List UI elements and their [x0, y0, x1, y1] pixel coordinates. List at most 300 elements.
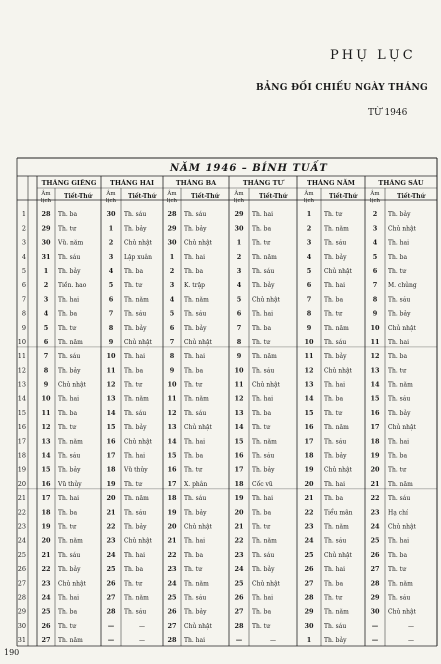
am-cell: 9	[306, 323, 312, 332]
am-cell: 22	[234, 536, 244, 545]
tiet-cell: Th. sáu	[252, 267, 275, 275]
tiet-cell: Th. sáu	[124, 409, 147, 417]
am-cell: 26	[234, 593, 244, 602]
tiet-cell: Chủ nhật	[124, 438, 152, 446]
am-cell: 9	[43, 380, 49, 389]
tiet-cell: Th. ba	[388, 551, 408, 559]
tiet-cell: Th. sáu	[324, 338, 347, 346]
am-cell: 24	[234, 565, 244, 574]
tiet-cell: Th. hai	[388, 537, 410, 545]
day-number: 23	[17, 522, 26, 531]
am-cell: 2	[43, 281, 49, 290]
am-cell: 11	[304, 352, 314, 361]
am-cell: 23	[234, 550, 244, 559]
tiet-cell: Th. năm	[58, 438, 83, 446]
am-cell: 13	[41, 437, 51, 446]
am-header: lịch	[233, 198, 245, 204]
am-cell: 29	[234, 210, 244, 219]
am-cell: 25	[167, 593, 177, 602]
am-cell: 10	[41, 394, 51, 403]
tiet-cell: Th. sáu	[124, 310, 147, 318]
tiet-cell: Th. bảy	[184, 608, 207, 616]
day-number: 10	[17, 337, 26, 346]
tiet-cell: Th. tư	[184, 381, 202, 389]
tiet-cell: Th. sáu	[58, 253, 81, 261]
am-cell: 27	[370, 565, 380, 574]
tiet-cell: Chủ nhật	[388, 225, 416, 233]
tiet-cell: Th. hai	[184, 637, 206, 645]
day-number: 1	[21, 210, 26, 219]
am-cell: 5	[169, 309, 175, 318]
tiet-cell: Chủ nhật	[388, 424, 416, 432]
tiet-cell: Th. năm	[324, 225, 349, 233]
am-cell: 2	[306, 224, 312, 233]
tiet-cell: Th. bảy	[124, 324, 147, 332]
tiet-cell: Th. ba	[124, 267, 144, 275]
am-cell: 13	[167, 423, 177, 432]
tiet-cell: —	[408, 622, 414, 630]
month-header: THÁNG GIÊNG	[41, 179, 97, 187]
am-cell: 30	[167, 238, 177, 247]
tiet-cell: Th. ba	[58, 409, 78, 417]
am-cell: 17	[41, 494, 51, 503]
tiet-cell: Th. ba	[124, 367, 144, 375]
am-cell: 27	[106, 593, 116, 602]
am-cell: 21	[167, 536, 177, 545]
tiet-cell: Th. sáu	[124, 211, 147, 219]
am-cell: 12	[106, 380, 116, 389]
am-cell: 5	[43, 323, 49, 332]
am-cell: —	[371, 636, 379, 645]
am-cell: 16	[41, 479, 51, 488]
tiet-cell: Th. năm	[124, 296, 149, 304]
day-number: 21	[17, 494, 26, 503]
am-cell: 30	[41, 238, 51, 247]
tiet-cell: M. chủng	[388, 282, 417, 290]
tiet-cell: Th. hai	[58, 495, 80, 503]
year-title: NĂM 1946 – BÍNH TUẤT	[170, 163, 328, 174]
am-cell: 2	[108, 238, 114, 247]
day-number: 17	[17, 437, 26, 446]
tiet-cell: Th. hai	[388, 338, 410, 346]
tiet-cell: Th. năm	[324, 424, 349, 432]
tiet-cell: Chủ nhật	[324, 267, 352, 275]
day-number: 19	[17, 465, 26, 474]
tiet-cell: Th. ba	[184, 452, 204, 460]
am-cell: 21	[370, 479, 380, 488]
tiet-cell: Th. bảy	[58, 367, 81, 375]
am-cell: 4	[306, 252, 312, 261]
tiet-cell: Th. tư	[388, 566, 406, 574]
day-number: 12	[17, 366, 26, 375]
day-number: 11	[17, 352, 26, 361]
am-cell: 30	[304, 621, 314, 630]
day-number: 30	[17, 621, 26, 630]
tiet-cell: Lập xuân	[124, 253, 152, 261]
tiet-cell: Th. bảy	[184, 509, 207, 517]
am-cell: 15	[167, 451, 177, 460]
tiet-cell: Th. tư	[58, 225, 76, 233]
tiet-cell: Th. hai	[184, 353, 206, 361]
tiet-cell: Chủ nhật	[324, 466, 352, 474]
tiet-cell: Th. sáu	[388, 395, 411, 403]
tiet-cell: Th. ba	[252, 324, 272, 332]
tiet-cell: Th. bảy	[324, 253, 347, 261]
tiet-cell: Th. tư	[58, 622, 76, 630]
am-cell: 22	[106, 522, 116, 531]
tiet-cell: Th. năm	[252, 253, 277, 261]
am-cell: 5	[108, 281, 114, 290]
tiet-cell: Th. bảy	[324, 637, 347, 645]
am-cell: 8	[169, 352, 175, 361]
tiet-cell: Th. hai	[324, 381, 346, 389]
tiet-cell: Th. hai	[184, 438, 206, 446]
am-cell: 27	[304, 579, 314, 588]
tiet-cell: Th. tư	[388, 466, 406, 474]
am-cell: 22	[41, 565, 51, 574]
am-cell: 20	[106, 494, 116, 503]
am-cell: 7	[372, 281, 378, 290]
tiet-cell: Th. hai	[388, 438, 410, 446]
tiet-cell: Th. tư	[252, 239, 270, 247]
am-cell: 7	[306, 295, 312, 304]
am-cell: 15	[234, 437, 244, 446]
tiet-cell: Th. năm	[184, 395, 209, 403]
tiet-cell: Chủ nhật	[58, 580, 86, 588]
day-number: 28	[17, 593, 26, 602]
tiet-cell: Chủ nhật	[324, 367, 352, 375]
am-cell: 6	[372, 266, 378, 275]
tiet-cell: Chủ nhật	[124, 537, 152, 545]
am-cell: 20	[41, 536, 51, 545]
am-cell: 11	[370, 337, 380, 346]
tiet-cell: Th. bảy	[58, 566, 81, 574]
am-cell: 5	[306, 266, 312, 275]
tiet-cell: Tiểu mãn	[324, 509, 353, 517]
tiet-cell: Chủ nhật	[124, 239, 152, 247]
am-cell: 28	[41, 210, 51, 219]
day-number: 16	[17, 423, 26, 432]
tiet-cell: Th. năm	[184, 296, 209, 304]
am-cell: 30	[234, 224, 244, 233]
tiet-cell: Th. năm	[388, 381, 413, 389]
tiet-cell: Th. tư	[184, 466, 202, 474]
day-number: 31	[17, 636, 26, 645]
am-cell: —	[235, 636, 243, 645]
am-cell: 19	[167, 508, 177, 517]
tiet-cell: Th. hai	[252, 211, 274, 219]
tiet-cell: Th. bảy	[252, 466, 275, 474]
day-number: 14	[17, 394, 26, 403]
tiet-cell: Th. sáu	[58, 452, 81, 460]
am-cell: 21	[304, 494, 314, 503]
am-cell: 8	[108, 323, 114, 332]
am-cell: 12	[234, 394, 244, 403]
tiet-cell: Vũ thủy	[124, 466, 148, 474]
am-cell: 1	[306, 636, 312, 645]
day-number: 13	[17, 380, 26, 389]
am-header: Âm	[370, 191, 380, 197]
tiet-cell: Th. sáu	[184, 409, 207, 417]
day-number: 18	[17, 451, 26, 460]
day-number: 25	[17, 550, 26, 559]
am-cell: 7	[108, 309, 114, 318]
am-cell: 6	[108, 295, 114, 304]
am-cell: 25	[41, 607, 51, 616]
tiet-cell: Tiền. hao	[58, 282, 87, 290]
am-cell: 7	[43, 352, 49, 361]
am-cell: 4	[372, 238, 378, 247]
month-header: THÁNG TƯ	[242, 179, 284, 187]
am-cell: 2	[372, 210, 378, 219]
tiet-cell: Th. ba	[388, 253, 408, 261]
tiet-cell: Chủ nhật	[184, 239, 212, 247]
tiet-cell: Th. tư	[252, 523, 270, 531]
tiet-header: Tiết-Thứ	[328, 193, 358, 200]
month-header: THÁNG SÁU	[378, 179, 424, 187]
am-cell: 29	[370, 593, 380, 602]
am-cell: 1	[306, 210, 312, 219]
day-number: 4	[21, 252, 26, 261]
tiet-cell: Chủ nhật	[184, 523, 212, 531]
am-cell: 3	[236, 266, 242, 275]
am-cell: 13	[304, 380, 314, 389]
tiet-cell: Th. sáu	[252, 367, 275, 375]
am-cell: 22	[167, 550, 177, 559]
tiet-cell: Th. ba	[58, 211, 78, 219]
day-number: 20	[17, 479, 26, 488]
tiet-cell: Vũ thủy	[58, 480, 82, 488]
from-year: TỪ 1946	[368, 108, 408, 118]
am-cell: 2	[236, 252, 242, 261]
tiet-cell: Chủ nhật	[388, 523, 416, 531]
tiet-header: Tiết-Thứ	[396, 193, 426, 200]
tiet-cell: Th. tư	[252, 338, 270, 346]
am-cell: 25	[234, 579, 244, 588]
am-cell: 10	[304, 337, 314, 346]
tiet-cell: Th. hai	[124, 452, 146, 460]
am-cell: 31	[41, 252, 51, 261]
day-number: 2	[21, 224, 26, 233]
am-cell: 8	[236, 337, 242, 346]
am-cell: 9	[372, 309, 378, 318]
tiet-cell: Th. hai	[252, 310, 274, 318]
am-cell: 16	[167, 465, 177, 474]
am-cell: 21	[41, 550, 51, 559]
day-number: 15	[17, 408, 26, 417]
tiet-cell: Th. hai	[184, 537, 206, 545]
tiet-cell: Th. sáu	[124, 509, 147, 517]
am-cell: 6	[43, 337, 49, 346]
am-cell: 24	[106, 550, 116, 559]
am-cell: 28	[304, 593, 314, 602]
am-cell: 16	[234, 451, 244, 460]
tiet-cell: Th. ba	[324, 495, 344, 503]
tiet-cell: Th. ba	[324, 580, 344, 588]
day-number: 5	[21, 266, 26, 275]
am-header: Âm	[234, 191, 244, 197]
tiet-cell: Th. bảy	[58, 267, 81, 275]
am-cell: 11	[167, 394, 177, 403]
am-cell: 24	[304, 536, 314, 545]
tiet-cell: Th. bảy	[252, 566, 275, 574]
am-cell: 29	[304, 607, 314, 616]
am-cell: 21	[106, 508, 116, 517]
tiet-cell: Th. năm	[58, 637, 83, 645]
tiet-cell: Th. bảy	[388, 409, 411, 417]
tiet-cell: Hạ chí	[388, 509, 408, 517]
am-cell: 24	[167, 579, 177, 588]
am-cell: 13	[370, 366, 380, 375]
tiet-cell: Chủ nhật	[58, 381, 86, 389]
tiet-cell: Th. bảy	[324, 353, 347, 361]
day-number: 27	[17, 579, 26, 588]
day-number: 6	[21, 281, 26, 290]
tiet-cell: Th. tư	[124, 580, 142, 588]
tiet-cell: Th. hai	[184, 253, 206, 261]
tiet-cell: Th. bảy	[184, 225, 207, 233]
am-header: Âm	[41, 191, 51, 197]
am-cell: 10	[370, 323, 380, 332]
tiet-cell: Th. ba	[58, 608, 78, 616]
am-cell: 22	[304, 508, 314, 517]
am-cell: 5	[236, 295, 242, 304]
am-cell: 16	[106, 437, 116, 446]
am-cell: 29	[41, 224, 51, 233]
tiet-cell: Th. ba	[324, 395, 344, 403]
tiet-header: Tiết-Thứ	[258, 193, 288, 200]
tiet-cell: Th. tư	[252, 424, 270, 432]
am-cell: 23	[106, 536, 116, 545]
tiet-cell: Th. bảy	[252, 282, 275, 290]
tiet-cell: Th. sáu	[388, 296, 411, 304]
am-cell: 30	[370, 607, 380, 616]
table-subtitle: BẢNG ĐỐI CHIẾU NGÀY THÁNG	[256, 83, 429, 93]
tiet-cell: Th. bảy	[388, 211, 411, 219]
tiet-cell: Th. năm	[58, 537, 83, 545]
am-cell: 26	[304, 565, 314, 574]
am-cell: 12	[167, 408, 177, 417]
am-cell: 22	[370, 494, 380, 503]
am-cell: 20	[234, 508, 244, 517]
am-cell: —	[371, 621, 379, 630]
tiet-cell: Th. sáu	[388, 495, 411, 503]
tiet-cell: Th. hai	[324, 282, 346, 290]
am-cell: 24	[41, 593, 51, 602]
am-cell: 18	[370, 437, 380, 446]
tiet-cell: Th. tư	[324, 409, 342, 417]
tiet-cell: Th. tư	[124, 282, 142, 290]
tiet-cell: Th. bảy	[184, 324, 207, 332]
month-header: THÁNG HAI	[109, 179, 155, 187]
tiet-cell: Chủ nhật	[388, 324, 416, 332]
am-cell: 25	[106, 565, 116, 574]
tiet-cell: Chủ nhật	[324, 551, 352, 559]
am-cell: 13	[106, 394, 116, 403]
tiet-cell: Th. tư	[58, 324, 76, 332]
am-cell: 23	[41, 579, 51, 588]
am-cell: 16	[370, 408, 380, 417]
tiet-cell: Th. hai	[388, 239, 410, 247]
am-cell: 19	[106, 479, 116, 488]
tiet-cell: Th. năm	[388, 480, 413, 488]
am-cell: 21	[234, 522, 244, 531]
tiet-cell: —	[270, 637, 276, 645]
am-cell: 16	[304, 423, 314, 432]
tiet-cell: Th. năm	[252, 438, 277, 446]
appendix-title: PHỤ LỤC	[330, 48, 416, 63]
tiet-cell: Th. ba	[252, 608, 272, 616]
am-cell: 14	[304, 394, 314, 403]
am-cell: 20	[167, 522, 177, 531]
am-cell: 2	[169, 266, 175, 275]
am-cell: 25	[370, 536, 380, 545]
day-number: 29	[17, 607, 26, 616]
am-cell: 15	[41, 465, 51, 474]
tiet-cell: Th. sáu	[184, 594, 207, 602]
tiet-cell: Chủ nhật	[252, 296, 280, 304]
tiet-cell: Th. bảy	[388, 310, 411, 318]
am-cell: 9	[108, 337, 114, 346]
am-cell: 17	[167, 479, 177, 488]
tiet-cell: Th. năm	[124, 495, 149, 503]
tiet-cell: Th. sáu	[324, 622, 347, 630]
tiet-cell: Th. ba	[124, 566, 144, 574]
am-cell: 6	[306, 281, 312, 290]
am-cell: 18	[304, 451, 314, 460]
day-number: 22	[17, 508, 26, 517]
tiet-cell: Th. sáu	[124, 608, 147, 616]
am-cell: 4	[108, 266, 114, 275]
tiet-cell: Th. ba	[58, 509, 78, 517]
am-cell: 3	[306, 238, 312, 247]
tiet-cell: Th. năm	[58, 338, 83, 346]
tiet-cell: Th. năm	[124, 594, 149, 602]
tiet-cell: X. phân	[184, 480, 208, 488]
tiet-cell: Th. sáu	[324, 239, 347, 247]
am-cell: 20	[304, 479, 314, 488]
am-cell: 7	[169, 337, 175, 346]
tiet-cell: Th. bảy	[324, 452, 347, 460]
tiet-cell: Cốc vũ	[252, 480, 273, 488]
month-header: THÁNG BA	[175, 179, 217, 187]
tiet-cell: Chủ nhật	[252, 381, 280, 389]
am-cell: 23	[370, 508, 380, 517]
am-cell: 15	[304, 408, 314, 417]
am-cell: 14	[234, 423, 244, 432]
am-cell: —	[107, 621, 115, 630]
am-cell: 8	[372, 295, 378, 304]
am-cell: 12	[370, 352, 380, 361]
day-number: 8	[21, 309, 26, 318]
am-cell: 9	[169, 366, 175, 375]
am-cell: 18	[106, 465, 116, 474]
tiet-cell: Th. tư	[388, 267, 406, 275]
tiet-cell: Th. năm	[324, 608, 349, 616]
tiet-cell: Th. tư	[58, 523, 76, 531]
am-cell: 27	[234, 607, 244, 616]
tiet-cell: Th. bảy	[124, 225, 147, 233]
tiet-cell: Th. hai	[58, 395, 80, 403]
am-cell: 23	[167, 565, 177, 574]
am-cell: 17	[234, 465, 244, 474]
tiet-cell: Th. sáu	[252, 551, 275, 559]
am-cell: 11	[106, 366, 116, 375]
tiet-cell: Chủ nhật	[124, 338, 152, 346]
tiet-cell: Chủ nhật	[184, 338, 212, 346]
am-cell: 3	[169, 281, 175, 290]
am-cell: 17	[370, 423, 380, 432]
